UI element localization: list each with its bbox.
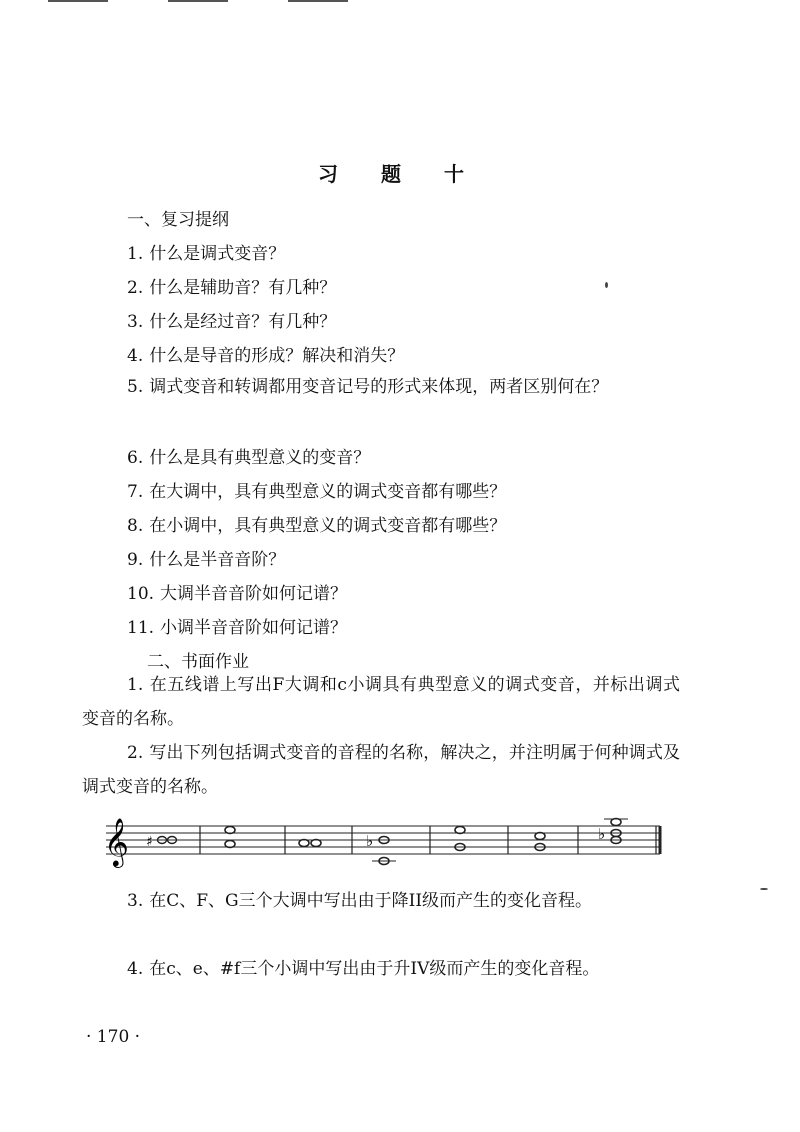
- item-text: 什么是半音音阶？: [149, 550, 286, 570]
- list-item: [82, 884, 680, 918]
- list-item: [82, 668, 680, 736]
- list-item: [127, 276, 336, 300]
- flat-accidental: ♭: [366, 832, 374, 850]
- whole-note: [311, 840, 321, 847]
- item-number: 5.: [127, 377, 144, 397]
- item-number: 10.: [127, 584, 155, 604]
- item-number: 3.: [127, 312, 144, 332]
- list-item: [127, 446, 370, 470]
- top-rule: [48, 0, 108, 2]
- item-text: 在小调中，具有典型意义的调式变音都有哪些？: [149, 516, 507, 536]
- scan-speck: [605, 282, 608, 288]
- item-number: 4.: [127, 959, 144, 979]
- item-text: 什么是辅助音？有几种？: [149, 278, 337, 298]
- list-item: [127, 480, 506, 504]
- list-item: [82, 370, 680, 404]
- item-number: 6.: [127, 448, 144, 468]
- list-item: [127, 616, 347, 640]
- list-item: [82, 736, 680, 804]
- list-item: [127, 310, 336, 334]
- item-text: 什么是具有典型意义的变音？: [149, 448, 371, 468]
- item-text: 什么是调式变音？: [149, 244, 286, 264]
- sharp-accidental: ♯: [146, 834, 153, 850]
- item-text: 小调半音音阶如何记谱？: [160, 618, 348, 638]
- list-item: [82, 952, 680, 986]
- page-number: · 170 ·: [86, 1027, 141, 1047]
- item-number: 9.: [127, 550, 144, 570]
- whole-note: [299, 840, 309, 847]
- music-staff: [100, 808, 668, 880]
- item-number: 2.: [127, 743, 144, 763]
- list-item: [127, 514, 506, 538]
- item-number: 1.: [127, 675, 144, 695]
- section1-heading: 一、复习提纲: [127, 210, 229, 230]
- item-number: 4.: [127, 346, 144, 366]
- item-text: 在五线谱上写出F大调和c小调具有典型意义的调式变音，并标出调式变音的名称。: [82, 675, 680, 729]
- whole-note: [225, 841, 235, 848]
- item-text: 在c、e、#f三个小调中写出由于升IV级而产生的变化音程。: [149, 959, 600, 979]
- item-text: 在C、F、G三个大调中写出由于降II级而产生的变化音程。: [149, 891, 593, 911]
- top-rule: [168, 0, 228, 2]
- whole-note: [611, 819, 621, 826]
- list-item: [127, 548, 285, 572]
- item-number: 11.: [127, 618, 155, 638]
- item-text: 什么是经过音？有几种？: [149, 312, 337, 332]
- list-item: [127, 242, 285, 266]
- item-text: 写出下列包括调式变音的音程的名称，解决之，并注明属于何种调式及调式变音的名称。: [82, 743, 680, 797]
- whole-note: [455, 827, 465, 834]
- section2-heading: 二、书面作业: [147, 652, 249, 672]
- list-item: [127, 344, 404, 368]
- item-number: 3.: [127, 891, 144, 911]
- scan-speck: [760, 888, 768, 890]
- treble-clef-icon: 𝄞: [104, 817, 129, 866]
- page-title: 习 题 十: [318, 162, 482, 186]
- music-staff-svg: [100, 808, 668, 880]
- flat-accidental: ♭: [598, 825, 606, 843]
- whole-note: [225, 827, 235, 834]
- item-number: 7.: [127, 482, 144, 502]
- item-text: 调式变音和转调都用变音记号的形式来体现，两者区别何在？: [149, 377, 609, 397]
- top-rule: [288, 0, 348, 2]
- item-number: 2.: [127, 278, 144, 298]
- item-text: 什么是导音的形成？解决和消失？: [149, 346, 405, 366]
- item-number: 1.: [127, 244, 144, 264]
- whole-note: [535, 833, 545, 840]
- item-text: 在大调中，具有典型意义的调式变音都有哪些？: [149, 482, 507, 502]
- item-number: 8.: [127, 516, 144, 536]
- item-text: 大调半音音阶如何记谱？: [160, 584, 348, 604]
- list-item: [127, 582, 347, 606]
